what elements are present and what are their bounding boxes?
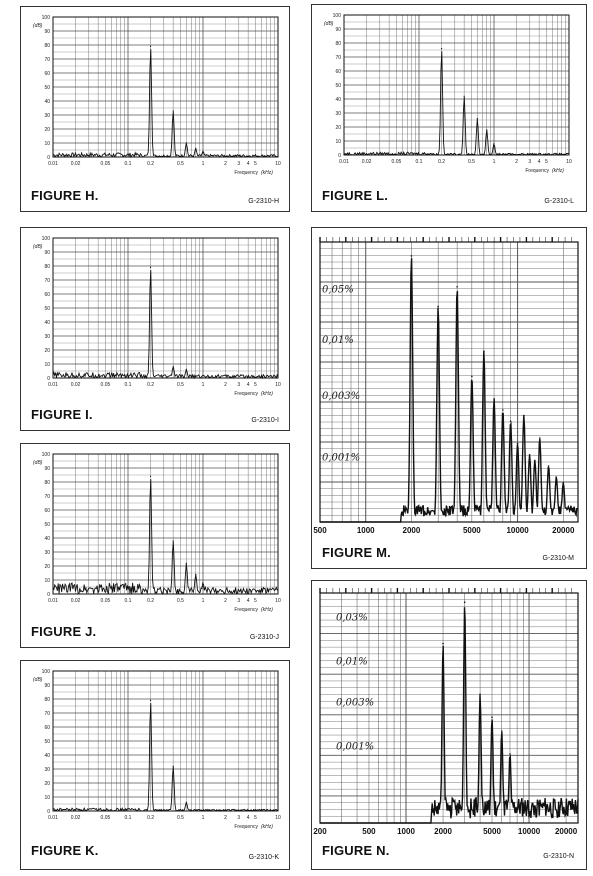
x-tick-label: 10000 — [506, 526, 529, 535]
x-tick-label: 0.2 — [147, 382, 155, 388]
x-tick-label: 0.02 — [361, 159, 372, 165]
y-tick-label: 0 — [338, 153, 341, 159]
x-tick-label: 0.1 — [124, 161, 132, 167]
x-tick-label: 4 — [246, 382, 250, 388]
x-tick-label: 10 — [275, 161, 281, 167]
harmonic-peak — [150, 46, 151, 47]
x-tick-label: 500 — [313, 526, 327, 535]
harmonic-peak — [442, 643, 444, 645]
x-tick-label: 1 — [201, 815, 205, 821]
figure-i-code: G-2310-I — [251, 417, 279, 424]
x-tick-label: 3 — [528, 159, 532, 165]
x-tick-label: 0.5 — [176, 161, 184, 167]
spectrum-trace — [53, 703, 278, 811]
y-unit-label: (dB) — [33, 244, 43, 250]
x-tick-label: 0.2 — [147, 598, 155, 604]
x-tick-label: 500 — [362, 827, 376, 836]
x-tick-label: 5000 — [483, 827, 501, 836]
harmonic-peak — [456, 286, 458, 288]
harmonic-peak — [523, 415, 525, 417]
harmonic-peak — [509, 753, 511, 755]
x-tick-label: 10 — [275, 382, 281, 388]
y-tick-label: 40 — [44, 320, 50, 326]
x-tick-label: 0.01 — [48, 382, 58, 388]
y-tick-label: 100 — [41, 15, 50, 21]
spectrum-trace — [344, 51, 569, 155]
x-tick-label: 1 — [201, 382, 205, 388]
y-unit-label: (dB) — [33, 677, 43, 683]
level-annotation: 0,003% — [322, 390, 361, 402]
x-tick-label: 0.2 — [438, 159, 446, 165]
harmonic-peak — [150, 700, 151, 701]
y-tick-label: 70 — [44, 711, 50, 717]
y-tick-label: 100 — [41, 669, 50, 675]
x-tick-label: 0.05 — [391, 159, 402, 165]
y-tick-label: 60 — [44, 508, 50, 514]
x-tick-label: 0.02 — [70, 382, 81, 388]
x-axis-label: Frequency — [234, 607, 258, 613]
y-tick-label: 50 — [44, 306, 50, 312]
harmonic-peak — [202, 582, 203, 583]
x-tick-label: 0.5 — [176, 815, 184, 821]
x-tick-label: 5 — [254, 161, 257, 167]
harmonic-peak — [173, 540, 174, 541]
x-tick-label: 10 — [275, 598, 281, 604]
level-annotation: 0,05% — [322, 284, 354, 296]
y-tick-label: 10 — [335, 139, 341, 145]
y-tick-label: 40 — [44, 536, 50, 542]
y-tick-label: 90 — [335, 27, 341, 33]
x-tick-label: 5 — [545, 159, 548, 165]
x-tick-label: 0.05 — [100, 161, 111, 167]
harmonic-peak — [173, 366, 174, 367]
y-tick-label: 70 — [44, 278, 50, 284]
x-tick-label: 3 — [237, 161, 241, 167]
harmonic-peak — [186, 142, 187, 143]
figure-h-title: FIGURE H. — [31, 188, 99, 203]
x-tick-label: 0.05 — [100, 382, 111, 388]
figure-h-panel — [20, 6, 290, 212]
y-tick-label: 60 — [44, 292, 50, 298]
y-unit-label: (dB) — [33, 460, 43, 466]
x-axis-label: Frequency — [525, 168, 549, 174]
y-tick-label: 30 — [44, 550, 50, 556]
x-axis-unit: (kHz) — [261, 607, 273, 613]
figure-k-panel — [20, 660, 290, 870]
harmonic-peak — [186, 563, 187, 564]
y-tick-label: 60 — [335, 69, 341, 75]
x-tick-label: 10000 — [517, 827, 541, 836]
y-tick-label: 0 — [47, 155, 50, 161]
y-tick-label: 100 — [41, 236, 50, 242]
y-tick-label: 20 — [44, 348, 50, 354]
y-tick-label: 80 — [44, 480, 50, 486]
x-tick-label: 0.1 — [124, 382, 132, 388]
harmonic-peak — [202, 151, 203, 152]
harmonic-peak — [493, 398, 495, 400]
harmonic-peak — [562, 482, 564, 484]
harmonic-peak — [556, 476, 558, 478]
figure-j-chart — [21, 444, 291, 624]
x-tick-label: 5000 — [462, 526, 481, 535]
x-tick-label: 1 — [492, 159, 496, 165]
x-tick-label: 5 — [254, 815, 257, 821]
x-tick-label: 1 — [201, 598, 205, 604]
x-tick-label: 0.01 — [48, 598, 58, 604]
figure-j-code: G-2310-J — [249, 634, 279, 641]
x-tick-label: 0.5 — [176, 382, 184, 388]
y-tick-label: 80 — [335, 41, 341, 47]
figure-h-code: G-2310-H — [248, 198, 279, 205]
figure-k-code: G-2310-K — [248, 854, 279, 861]
x-tick-label: 0.01 — [48, 815, 58, 821]
spectrum-trace — [53, 479, 278, 594]
x-axis-unit: (kHz) — [261, 170, 273, 176]
figure-n-chart — [312, 581, 588, 841]
y-tick-label: 90 — [44, 466, 50, 472]
figure-j-panel — [20, 443, 290, 648]
y-tick-label: 0 — [47, 592, 50, 598]
y-tick-label: 80 — [44, 43, 50, 49]
x-tick-label: 3 — [237, 815, 241, 821]
y-tick-label: 30 — [335, 111, 341, 117]
level-annotation: 0,003% — [336, 697, 375, 709]
figure-j-title: FIGURE J. — [31, 624, 97, 639]
harmonic-peak — [486, 129, 487, 130]
x-tick-label: 0.01 — [339, 159, 349, 165]
figure-m-code: G-2310-M — [542, 555, 574, 562]
x-tick-label: 2 — [224, 382, 227, 388]
figure-l-panel — [311, 4, 587, 212]
y-tick-label: 0 — [47, 809, 50, 815]
x-tick-label: 0.5 — [467, 159, 475, 165]
x-tick-label: 0.2 — [147, 815, 155, 821]
y-tick-label: 10 — [44, 141, 50, 147]
harmonic-peak — [534, 460, 536, 462]
figure-n-title: FIGURE N. — [322, 843, 390, 858]
figure-m-chart — [312, 228, 588, 538]
y-tick-label: 90 — [44, 29, 50, 35]
harmonic-peak — [510, 420, 512, 422]
x-tick-label: 20000 — [554, 827, 578, 836]
level-annotation: 0,03% — [336, 612, 368, 624]
y-tick-label: 90 — [44, 250, 50, 256]
x-tick-label: 0.1 — [415, 159, 423, 165]
x-axis-label: Frequency — [234, 170, 258, 176]
y-tick-label: 50 — [44, 739, 50, 745]
harmonic-peak — [441, 48, 442, 49]
x-tick-label: 0.02 — [70, 815, 81, 821]
y-tick-label: 20 — [44, 127, 50, 133]
harmonic-peak — [548, 465, 550, 467]
x-tick-label: 0.05 — [100, 598, 111, 604]
harmonic-peak — [173, 766, 174, 767]
x-tick-label: 4 — [246, 815, 250, 821]
figure-k-title: FIGURE K. — [31, 843, 99, 858]
y-tick-label: 20 — [44, 781, 50, 787]
harmonic-peak — [411, 255, 413, 257]
y-tick-label: 30 — [44, 113, 50, 119]
x-tick-label: 3 — [237, 598, 241, 604]
harmonic-peak — [186, 369, 187, 370]
harmonic-peak — [539, 437, 541, 439]
level-annotation: 0,01% — [322, 334, 354, 346]
harmonic-peak — [517, 443, 519, 445]
x-axis-unit: (kHz) — [261, 391, 273, 397]
y-tick-label: 100 — [41, 452, 50, 458]
level-annotation: 0,001% — [322, 452, 361, 464]
y-tick-label: 70 — [44, 494, 50, 500]
harmonic-peak — [464, 96, 465, 97]
figure-i-panel — [20, 227, 290, 431]
harmonic-peak — [483, 350, 485, 352]
harmonic-peak — [195, 148, 196, 149]
level-annotation: 0,001% — [336, 741, 375, 753]
harmonic-peak — [195, 574, 196, 575]
x-tick-label: 4 — [246, 161, 250, 167]
harmonic-peak — [501, 730, 503, 732]
harmonic-peak — [186, 802, 187, 803]
y-tick-label: 20 — [335, 125, 341, 131]
x-tick-label: 3 — [237, 382, 241, 388]
x-tick-label: 4 — [537, 159, 541, 165]
x-tick-label: 5 — [254, 598, 257, 604]
x-tick-label: 0.2 — [147, 161, 155, 167]
x-tick-label: 10 — [275, 815, 281, 821]
y-tick-label: 0 — [47, 376, 50, 382]
x-tick-label: 2 — [224, 598, 227, 604]
harmonic-peak — [479, 693, 481, 695]
x-axis-label: Frequency — [234, 391, 258, 397]
figure-l-title: FIGURE L. — [322, 188, 389, 203]
harmonic-peak — [502, 409, 504, 411]
y-tick-label: 50 — [335, 83, 341, 89]
x-tick-label: 1000 — [397, 827, 415, 836]
harmonic-peak — [529, 454, 531, 456]
harmonic-peak — [493, 143, 494, 144]
x-tick-label: 0.1 — [124, 815, 132, 821]
harmonic-peak — [471, 376, 473, 378]
x-tick-label: 0.01 — [48, 161, 58, 167]
figure-l-chart — [312, 5, 588, 185]
x-axis-unit: (kHz) — [552, 168, 564, 174]
harmonic-peak — [491, 716, 493, 718]
figure-k-chart — [21, 661, 291, 841]
y-unit-label: (dB) — [324, 21, 334, 27]
y-tick-label: 20 — [44, 564, 50, 570]
x-tick-label: 2 — [515, 159, 518, 165]
figure-i-title: FIGURE I. — [31, 407, 93, 422]
harmonic-peak — [477, 118, 478, 119]
y-unit-label: (dB) — [33, 23, 43, 29]
x-tick-label: 0.05 — [100, 815, 111, 821]
x-tick-label: 0.1 — [124, 598, 132, 604]
y-tick-label: 30 — [44, 334, 50, 340]
y-tick-label: 10 — [44, 578, 50, 584]
spectrum-trace — [53, 270, 278, 378]
y-tick-label: 80 — [44, 697, 50, 703]
y-tick-label: 30 — [44, 767, 50, 773]
figure-m-panel — [311, 227, 587, 569]
x-tick-label: 20000 — [552, 526, 575, 535]
x-tick-label: 2 — [224, 815, 227, 821]
y-tick-label: 10 — [44, 362, 50, 368]
x-tick-label: 2 — [224, 161, 227, 167]
y-tick-label: 40 — [44, 99, 50, 105]
x-tick-label: 2000 — [402, 526, 421, 535]
x-tick-label: 0.5 — [176, 598, 184, 604]
x-tick-label: 10 — [566, 159, 572, 165]
harmonic-peak — [150, 476, 151, 477]
figure-h-chart — [21, 7, 291, 187]
figure-n-panel — [311, 580, 587, 870]
x-axis-label: Frequency — [234, 824, 258, 830]
y-tick-label: 50 — [44, 85, 50, 91]
x-axis-unit: (kHz) — [261, 824, 273, 830]
harmonic-peak — [437, 306, 439, 308]
x-tick-label: 0.02 — [70, 161, 81, 167]
y-tick-label: 70 — [335, 55, 341, 61]
y-tick-label: 90 — [44, 683, 50, 689]
x-tick-label: 200 — [313, 827, 327, 836]
y-tick-label: 80 — [44, 264, 50, 270]
y-tick-label: 50 — [44, 522, 50, 528]
x-tick-label: 2000 — [434, 827, 452, 836]
figure-l-code: G-2310-L — [544, 198, 574, 205]
y-tick-label: 40 — [44, 753, 50, 759]
x-tick-label: 5 — [254, 382, 257, 388]
figure-m-title: FIGURE M. — [322, 545, 391, 560]
y-tick-label: 60 — [44, 71, 50, 77]
y-tick-label: 100 — [332, 13, 341, 19]
y-tick-label: 60 — [44, 725, 50, 731]
y-tick-label: 70 — [44, 57, 50, 63]
x-tick-label: 1000 — [356, 526, 375, 535]
harmonic-peak — [464, 601, 466, 603]
x-tick-label: 4 — [246, 598, 250, 604]
y-tick-label: 10 — [44, 795, 50, 801]
x-tick-label: 1 — [201, 161, 205, 167]
harmonic-peak — [150, 267, 151, 268]
x-tick-label: 0.02 — [70, 598, 81, 604]
y-tick-label: 40 — [335, 97, 341, 103]
figure-n-code: G-2310-N — [543, 853, 574, 860]
harmonic-peak — [173, 110, 174, 111]
level-annotation: 0,01% — [336, 656, 368, 668]
figure-i-chart — [21, 228, 291, 408]
spectrum-trace — [53, 49, 278, 157]
